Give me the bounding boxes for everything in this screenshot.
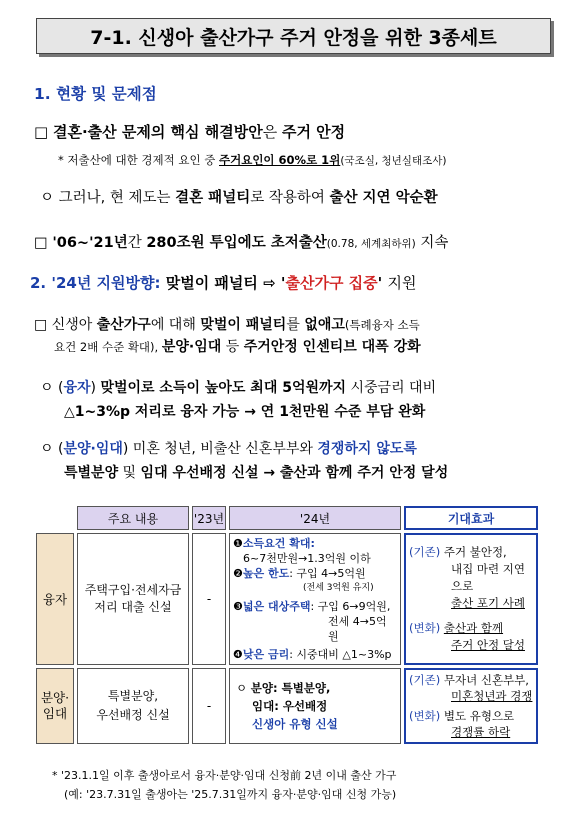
sub-sale: ㅇ (분양·임대) 미혼 청년, 비출산 신혼부부와 경쟁하지 않도록 특별분양 및 임대 우선배정 신설 → 출산과 함께 주거 안정 달성 [40, 441, 449, 481]
sub-marriage-penalty: ㅇ 그러나, 현 제도는 결혼 패널티로 작용하여 출산 지연 악순환 [40, 190, 438, 206]
bullet-main-solution: □ 결혼·출산 문제의 핵심 해결방안은 주거 안정 [34, 123, 346, 141]
footnote-line-1: * '23.1.1일 이후 출생아로서 융자·분양·임대 신청前 2년 이내 출산 가구 [52, 769, 397, 782]
sale-2024: ㅇ 분양: 특별분양, 임대: 우선배정 신생아 유형 신설 [229, 668, 401, 744]
loan-2024: ❶소득요건 확대: 6~7천만원→1.3억원 이하 ❷높은 한도: 구입 4→5억원 (전세 3억원 유지) ❸넓은 대상주택: 구입 6→9억원, 전세 4→5억원 ❹낮은 금리: 시중대비 △1~3%p [229, 533, 401, 665]
header-2023: '23년 [192, 506, 226, 530]
footnote-line-2: (예: '23.7.31일 출생아는 '25.7.31일까지 융자·분양·임대 신청 가능) [64, 788, 397, 801]
section2-heading: 2. '24년 지원방향: 맞벌이 패널티 ⇨ '출산가구 집중' 지원 [30, 274, 417, 292]
table-header-row [36, 506, 538, 530]
square-bullet-icon: □ [34, 123, 49, 141]
sale-content: 특별분양, 우선배정 신설 [77, 668, 189, 744]
table-row [36, 533, 538, 665]
note-housing-factor: * 저출산에 대한 경제적 요인 중 주거요인이 60%로 1위(국조실, 청년실태조사) [58, 153, 447, 167]
sub-loan: ㅇ (융자) 맞벌이로 소득이 높아도 최대 5억원까지 시중금리 대비 △1~3%p 저리로 융자 가능 → 연 1천만원 수준 부담 완화 [40, 380, 437, 420]
page-title: 7-1. 신생아 출산가구 주거 안정을 위한 3종세트 [36, 18, 551, 54]
circle-bullet-icon: ㅇ [40, 441, 54, 457]
sale-2023: - [192, 668, 226, 744]
bullet-low-birth: □ '06~'21년간 280조원 투입에도 초저출산(0.78, 세계최하위) 지속 [34, 235, 449, 251]
header-content: 주요 내용 [77, 506, 189, 530]
circle-bullet-icon: ㅇ [40, 190, 55, 206]
square-bullet-icon: □ [34, 235, 48, 251]
header-2024: '24년 [229, 506, 401, 530]
circle-bullet-icon: ㅇ [40, 380, 54, 396]
section1-heading: 1. 현황 및 문제점 [34, 85, 157, 103]
category-sale: 분양· 임대 [36, 668, 74, 744]
loan-content: 주택구입·전세자금 저리 대출 신설 [77, 533, 189, 665]
square-bullet-icon: □ [34, 317, 48, 333]
bullet-incentive: □ 신생아 출산가구에 대해 맞벌이 패널티를 없애고(특례융자 소득 요건 2배 수준 확대), 분양·임대 등 주거안정 인센티브 대폭 강화 [34, 317, 421, 355]
policy-table [33, 503, 541, 747]
loan-2023: - [192, 533, 226, 665]
table-row [36, 668, 538, 744]
header-effect: 기대효과 [404, 506, 538, 530]
category-loan: 융자 [36, 533, 74, 665]
sale-effect: (기존) 무자녀 신혼부부, 미혼청년과 경쟁 (변화) 별도 유형으로 경쟁률 하락 [404, 668, 538, 744]
loan-effect: (기존) 주거 불안정, 내집 마련 지연으로 출산 포기 사례 (변화) 출산과 함께 주거 안정 달성 [404, 533, 538, 665]
